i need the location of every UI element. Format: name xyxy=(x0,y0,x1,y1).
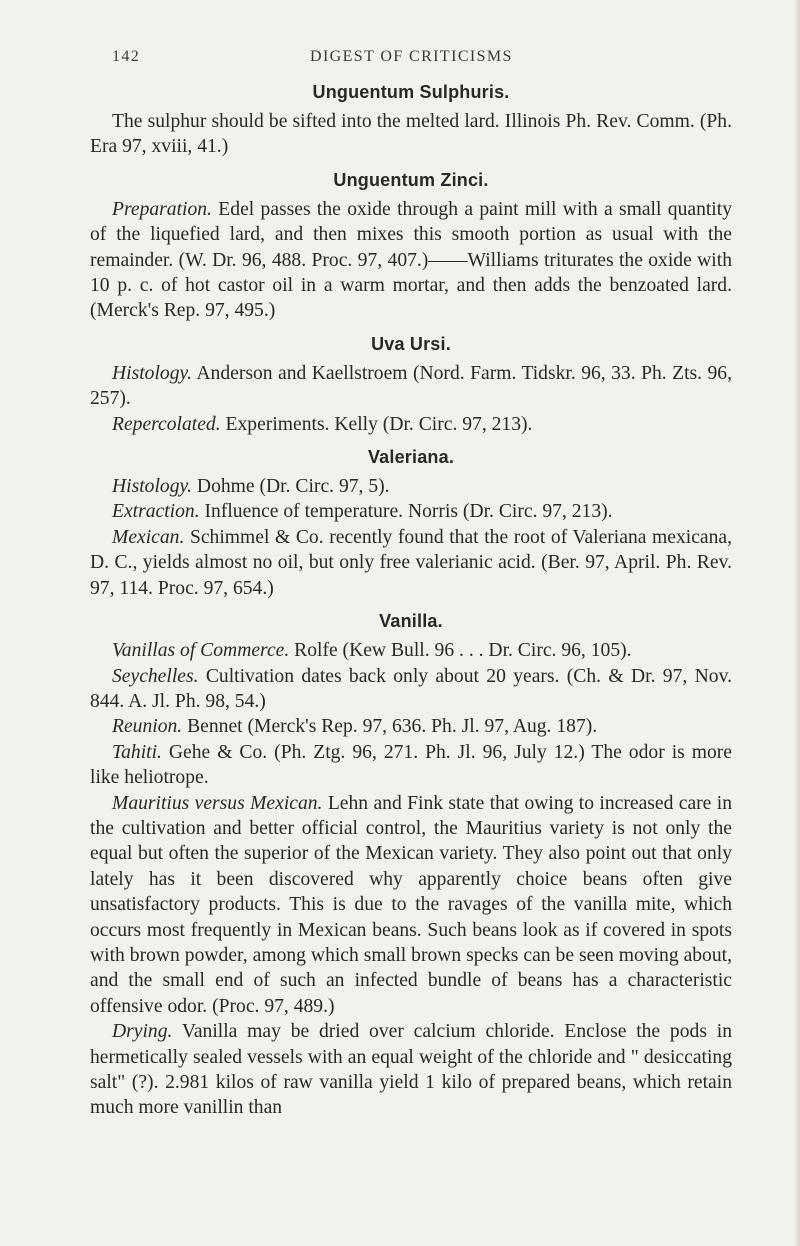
label-mauritius-versus-mexican: Mauritius versus Mexican. xyxy=(112,792,323,814)
paragraph-valeriana-mexican xyxy=(90,525,732,601)
heading-unguentum-zinci: Unguentum Zinci. xyxy=(333,169,489,190)
paragraph-vanilla-tahiti xyxy=(90,740,732,791)
label-preparation: Preparation. xyxy=(112,198,212,220)
label-repercolated: Repercolated. xyxy=(112,413,221,435)
paragraph-vanilla-mauritius xyxy=(90,791,732,1020)
paragraph-uva-ursi-repercolated xyxy=(90,412,732,437)
label-histology: Histology. xyxy=(112,476,193,498)
paragraph-zinci-preparation xyxy=(90,197,732,324)
paragraph-valeriana-extraction xyxy=(90,499,732,524)
paragraph-vanilla-reunion xyxy=(90,714,732,739)
text-uva-ursi-histology: Anderson and Kaellstroem (Nord. Farm. Tidskr. 96, 33. Ph. Zts. 96, 257). xyxy=(90,362,732,410)
text-uva-ursi-repercolated: Experiments. Kelly (Dr. Circ. 97, 213). xyxy=(220,413,533,435)
heading-valeriana: Valeriana. xyxy=(367,447,455,468)
paragraph-uva-ursi-histology xyxy=(90,361,732,412)
paragraph-sulphuris: The sulphur should be sifted into the melted lard. Illinois Ph. Rev. Comm. (Ph. Era 97, xviii, 41.) xyxy=(90,111,732,158)
page-edge-shadow xyxy=(794,0,800,1246)
paragraph-valeriana-histology xyxy=(90,474,732,499)
text-valeriana-extraction: Influence of temperature. Norris (Dr. Circ. 97, 213). xyxy=(199,501,613,523)
text-vanilla-reunion: Bennet (Merck's Rep. 97, 636. Ph. Jl. 97, Aug. 187). xyxy=(182,716,598,738)
paragraph-vanilla-commerce xyxy=(90,638,732,663)
heading-unguentum-sulphuris: Unguentum Sulphuris. xyxy=(312,82,510,102)
text-valeriana-histology: Dohme (Dr. Circ. 97, 5). xyxy=(192,476,390,498)
text-valeriana-mexican: Schimmel & Co. recently found that the root of Valeriana mexicana, D. C., yields almost no oil, but only free valerianic acid. (Ber. 97, April. Ph. Rev. 97, 114. Proc. 97, 654.) xyxy=(90,526,732,599)
paragraph-vanilla-seychelles xyxy=(90,664,732,715)
running-title: DIGEST OF CRITICISMS xyxy=(310,48,513,65)
heading-vanilla: Vanilla. xyxy=(379,611,443,632)
label-tahiti: Tahiti. xyxy=(112,741,162,763)
label-seychelles: Seychelles. xyxy=(112,665,199,687)
label-reunion: Reunion. xyxy=(112,716,183,738)
label-vanillas-of-commerce: Vanillas of Commerce. xyxy=(112,640,290,662)
page-content xyxy=(90,80,732,1121)
text-vanilla-commerce: Rolfe (Kew Bull. 96 . . . Dr. Circ. 96, 105). xyxy=(289,640,632,662)
label-histology: Histology. xyxy=(112,362,193,384)
label-drying: Drying. xyxy=(112,1021,173,1043)
text-vanilla-drying: Vanilla may be dried over calcium chloride. Enclose the pods in hermetically sealed vessels with an equal weight of the chloride and " desiccating salt" (?). 2.981 kilos of raw vanilla yield 1 kilo of prepared beans, which retain much more vanillin than xyxy=(90,1021,732,1119)
text-vanilla-mauritius: Lehn and Fink state that owing to increased care in the cultivation and better official control, the Mauritius variety is not only the equal but often the superior of the Mexican variety. They also point out that only lately has it been discovered why apparently choice beans often give unsatisfactory products. This is due to the ravages of the vanilla mite, which occurs most frequently in Mexican beans. Such beans look as if covered in spots with brown powder, among which small brown specks can be seen moving about, and the small end of such an infected bundle of beans has a characteristic offensive odor. (Proc. 97, 489.) xyxy=(90,792,732,1017)
text-zinci-preparation: Edel passes the oxide through a paint mill with a small quantity of the liquefied lard, and then mixes this smooth portion as usual with the remainder. (W. Dr. 96, 488. Proc. 97, 407.)——Williams triturates the oxide with 10 p. c. of hot castor oil in a warm mortar, and then adds the benzoated lard. (Merck's Rep. 97, 495.) xyxy=(90,198,732,322)
text-vanilla-seychelles: Cultivation dates back only about 20 years. (Ch. & Dr. 97, Nov. 844. A. Jl. Ph. 98, 54.) xyxy=(90,665,732,712)
heading-uva-ursi: Uva Ursi. xyxy=(371,333,451,354)
page-number: 142 xyxy=(112,48,141,65)
text-vanilla-tahiti: Gehe & Co. (Ph. Ztg. 96, 271. Ph. Jl. 96, July 12.) The odor is more like heliotrope. xyxy=(90,741,732,789)
label-extraction: Extraction. xyxy=(112,501,200,523)
label-mexican: Mexican. xyxy=(112,526,185,548)
paragraph-vanilla-drying xyxy=(90,1019,732,1121)
